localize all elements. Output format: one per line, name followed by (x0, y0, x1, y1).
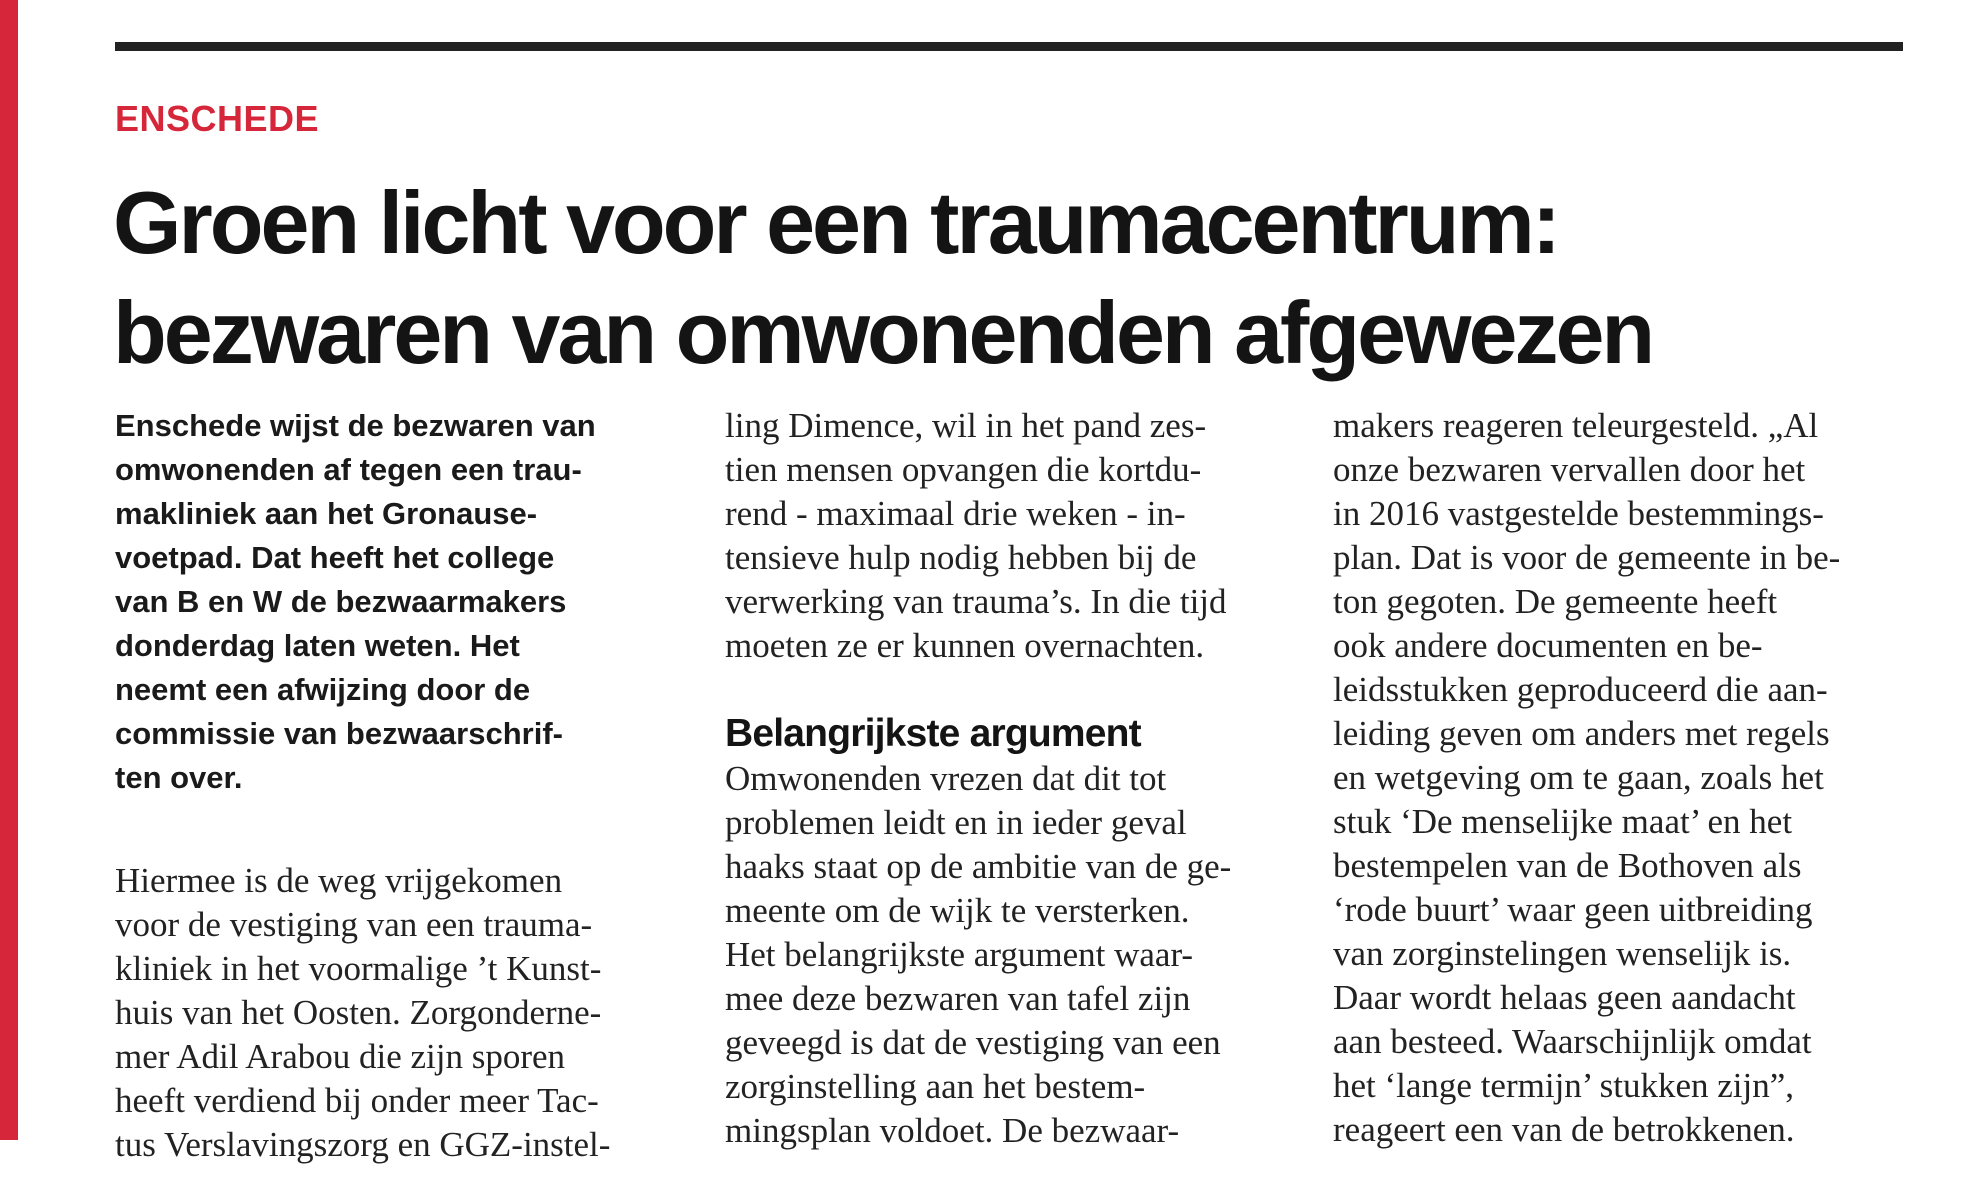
section-color-bar (0, 0, 18, 1140)
body-line: meente om de wijk te versterken. (725, 891, 1190, 930)
body-paragraph (725, 757, 1293, 1153)
body-line: mer Adil Arabou die zijn sporen (115, 1037, 566, 1076)
lead-line: commissie van bezwaarschrif- (115, 716, 563, 751)
lead-line: voetpad. Dat heeft het college (115, 540, 555, 575)
subheading: Belangrijkste argument (725, 712, 1141, 755)
lead-line: ten over. (115, 760, 243, 795)
body-line: Het belangrijkste argument waar- (725, 935, 1194, 974)
body-paragraph (1333, 404, 1901, 1152)
lead-line: makliniek aan het Gronause- (115, 496, 538, 531)
body-line: en wetgeving om te gaan, zoals het (1333, 758, 1824, 797)
body-line: rend - maximaal drie weken - in- (725, 494, 1186, 533)
body-line: Daar wordt helaas geen aandacht (1333, 978, 1796, 1017)
headline (113, 168, 1913, 388)
body-line: tus Verslavingszorg en GGZ-instel- (115, 1125, 611, 1164)
body-line: het ‘lange termijn’ stukken zijn”, (1333, 1066, 1794, 1105)
body-line: in 2016 vastgestelde bestemmings- (1333, 494, 1824, 533)
body-line: mee deze bezwaren van tafel zijn (725, 979, 1191, 1018)
body-line: aan besteed. Waarschijnlijk omdat (1333, 1022, 1812, 1061)
lead-paragraph (115, 404, 683, 800)
body-line: leiding geven om anders met regels (1333, 714, 1830, 753)
body-line: voor de vestiging van een trauma- (115, 905, 593, 944)
body-line: plan. Dat is voor de gemeente in be- (1333, 538, 1841, 577)
lead-line: van B en W de bezwaarmakers (115, 584, 567, 619)
body-line: huis van het Oosten. Zorgonderne- (115, 993, 602, 1032)
body-line: moeten ze er kunnen overnachten. (725, 626, 1205, 665)
lead-line: Enschede wijst de bezwaren van (115, 408, 596, 443)
lead-line: neemt een afwijzing door de (115, 672, 531, 707)
body-line: bestempelen van de Bothoven als (1333, 846, 1802, 885)
body-line: ‘rode buurt’ waar geen uitbreiding (1333, 890, 1813, 929)
body-paragraph (115, 859, 683, 1167)
lead-line: donderdag laten weten. Het (115, 628, 520, 663)
body-line: reageert een van de betrokkenen. (1333, 1110, 1795, 1149)
lead-line: omwonenden af tegen een trau- (115, 452, 582, 487)
body-line: problemen leidt en in ieder geval (725, 803, 1187, 842)
body-line: verwerking van trauma’s. In die tijd (725, 582, 1227, 621)
body-line: haaks staat op de ambitie van de ge- (725, 847, 1232, 886)
body-line: heeft verdiend bij onder meer Tac- (115, 1081, 599, 1120)
body-line: leidsstukken geproduceerd die aan- (1333, 670, 1828, 709)
headline-line: bezwaren van omwonenden afgewezen (113, 283, 1653, 382)
body-line: stuk ‘De menselijke maat’ en het (1333, 802, 1793, 841)
section-kicker: ENSCHEDE (115, 98, 320, 139)
body-line: tensieve hulp nodig hebben bij de (725, 538, 1197, 577)
body-line: onze bezwaren vervallen door het (1333, 450, 1806, 489)
column-3 (1333, 404, 1901, 1152)
body-line: Omwonenden vrezen dat dit tot (725, 759, 1167, 798)
body-line: mingsplan voldoet. De bezwaar- (725, 1111, 1180, 1150)
body-line: ton gegoten. De gemeente heeft (1333, 582, 1778, 621)
body-line: ook andere documenten en be- (1333, 626, 1763, 665)
body-line: makers reageren teleurgesteld. „Al (1333, 406, 1819, 445)
top-rule (115, 42, 1903, 51)
body-line: Hiermee is de weg vrijgekomen (115, 861, 563, 900)
body-line: kliniek in het voormalige ’t Kunst- (115, 949, 602, 988)
headline-line: Groen licht voor een traumacentrum: (113, 173, 1559, 272)
column-1 (115, 404, 683, 1167)
body-line: geveegd is dat de vestiging van een (725, 1023, 1221, 1062)
body-line: zorginstelling aan het bestem- (725, 1067, 1146, 1106)
body-line: ling Dimence, wil in het pand zes- (725, 406, 1207, 445)
body-line: van zorginstelingen wenselijk is. (1333, 934, 1792, 973)
body-line: tien mensen opvangen die kortdu- (725, 450, 1202, 489)
body-paragraph (725, 404, 1293, 668)
column-2 (725, 404, 1293, 1153)
